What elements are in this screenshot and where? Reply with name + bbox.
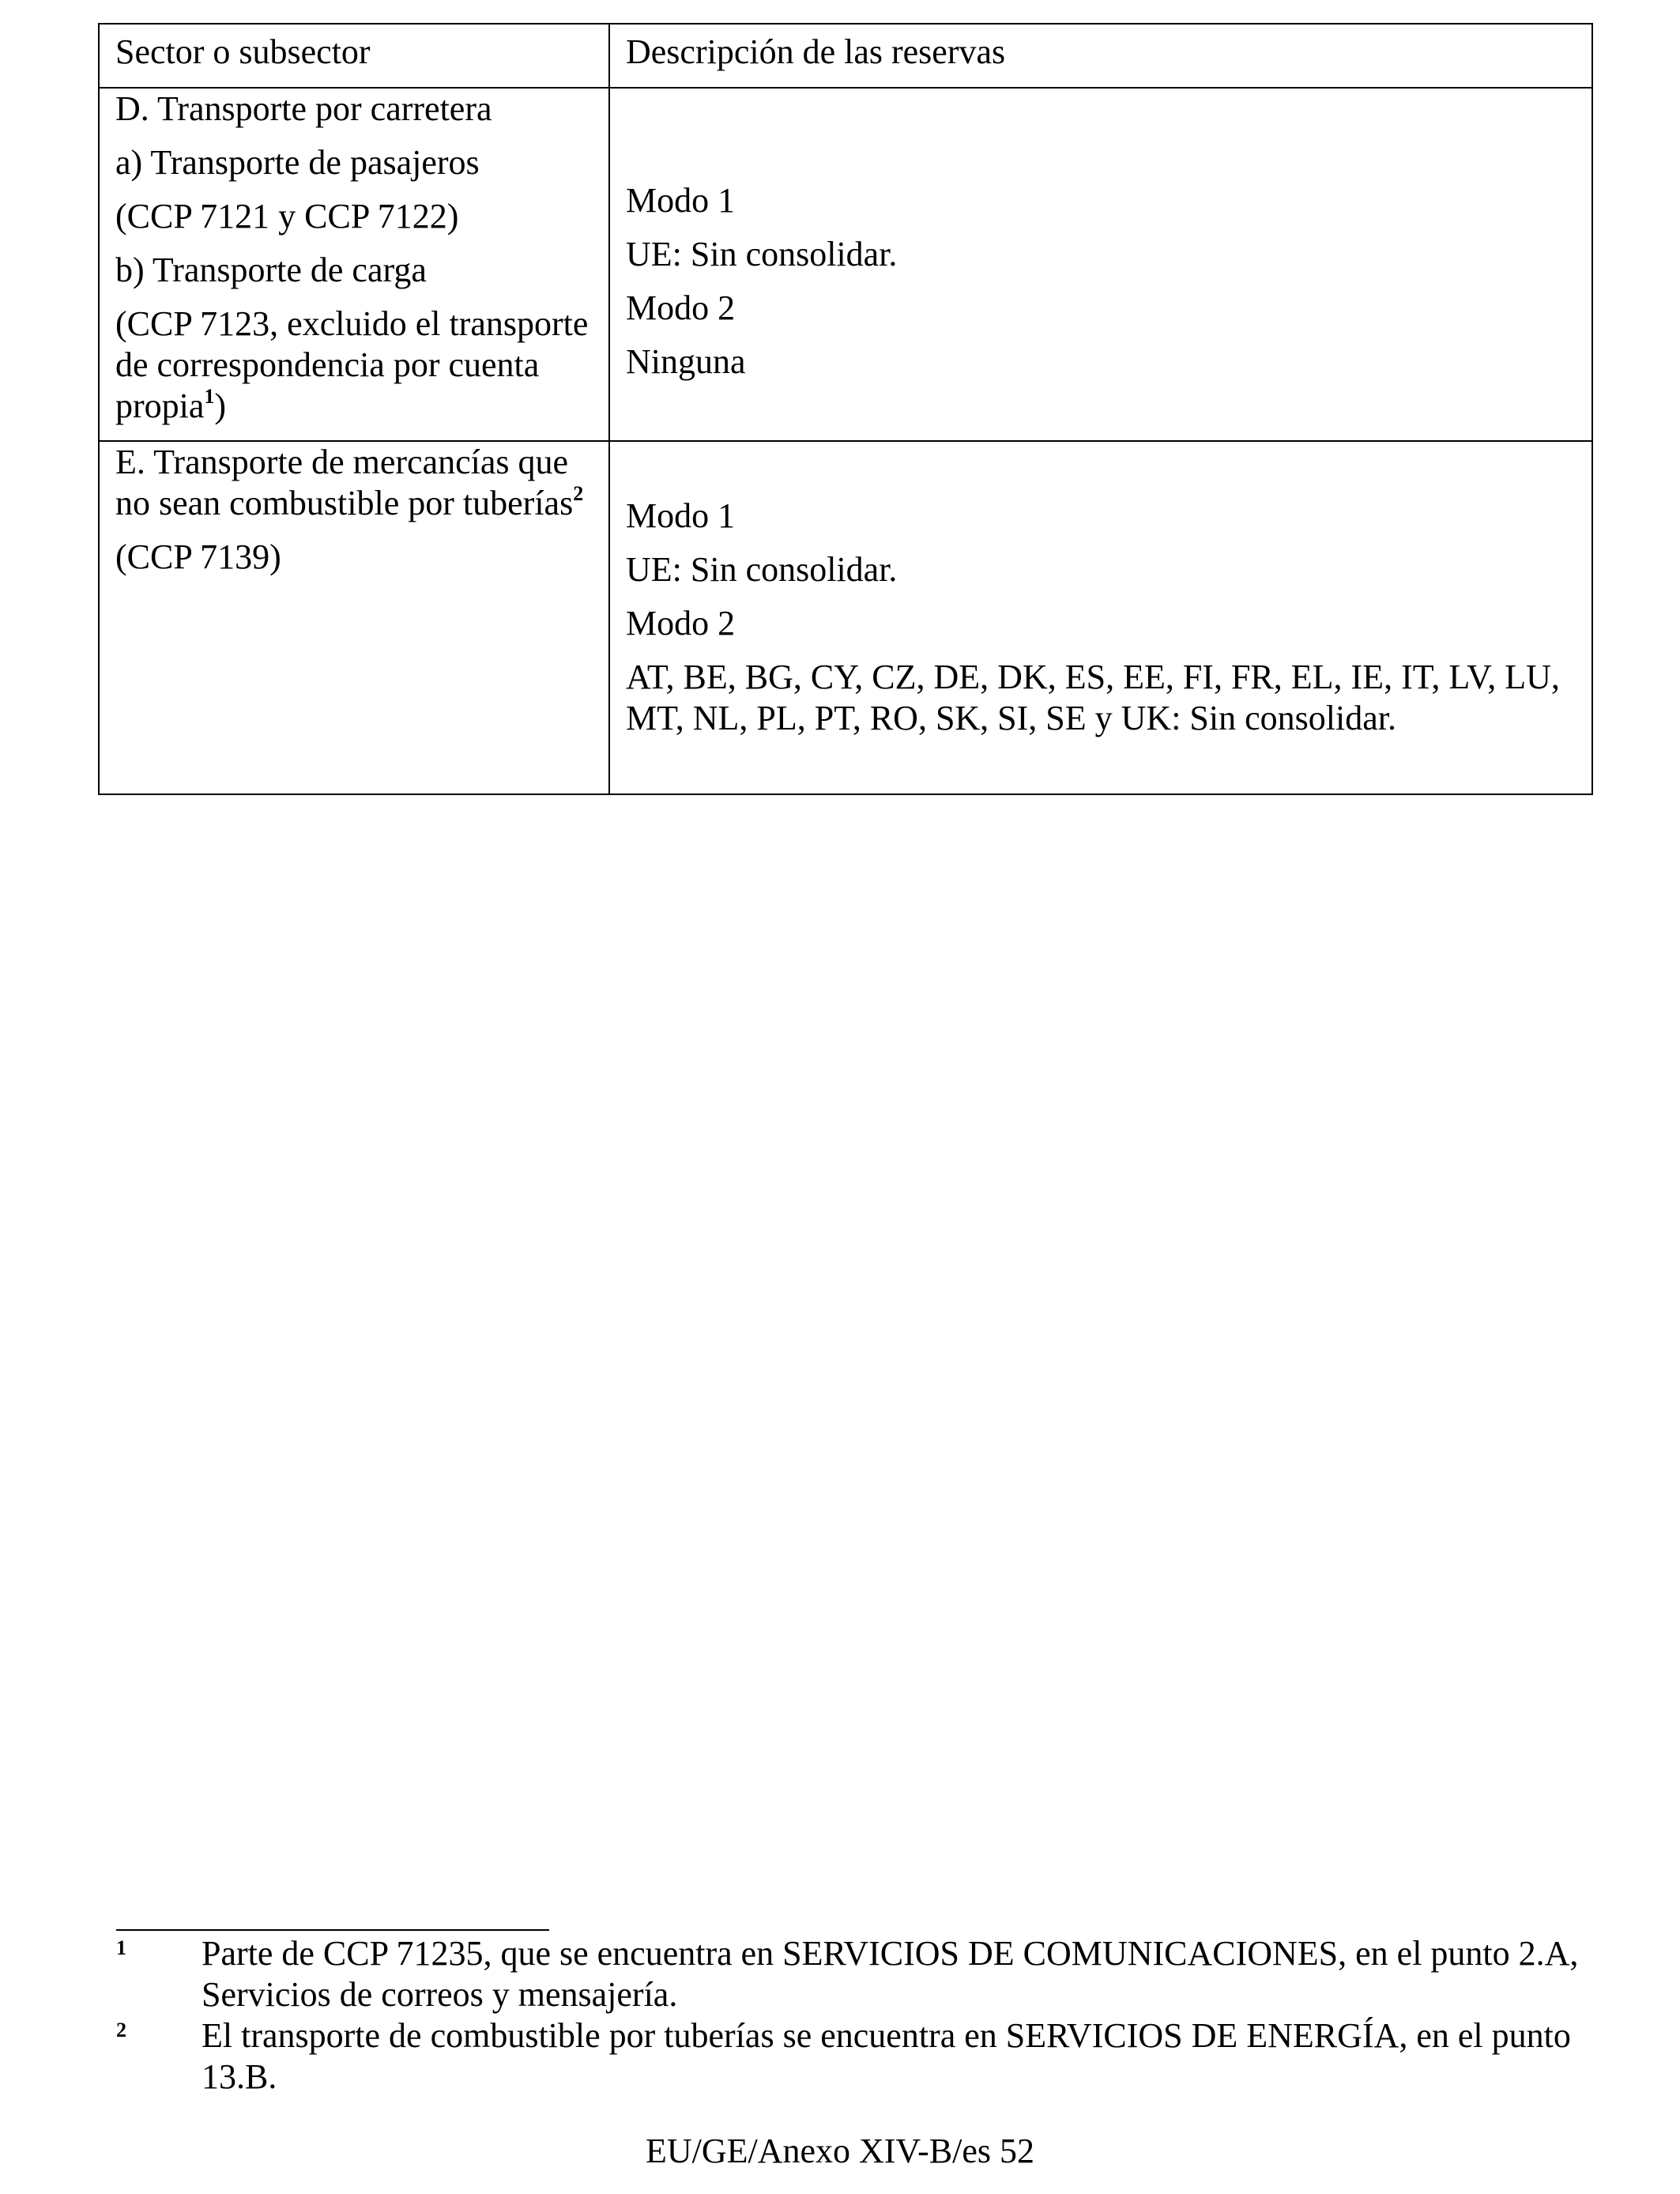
page-footer: EU/GE/Anexo XIV-B/es 52	[645, 2132, 1035, 2170]
sector-e-ccp: (CCP 7139)	[115, 537, 281, 576]
mode-1-value: UE: Sin consolidar.	[626, 235, 898, 273]
sector-d-sub-a: a) Transporte de pasajeros	[115, 143, 480, 182]
footnote-text: Parte de CCP 71235, que se encuentra en SERVICIOS DE COMUNICACIONES, en el punto 2.A, Servicios de correos y mensajería.	[202, 1934, 1579, 2014]
mode-1-value: UE: Sin consolidar.	[626, 550, 898, 589]
sector-d-title: D. Transporte por carretera	[115, 89, 492, 128]
reservations-table	[98, 23, 1593, 795]
description-cell-e	[609, 441, 1592, 794]
footnote-divider	[116, 1929, 549, 1931]
footnote-number: 1	[116, 1936, 126, 1959]
footnote-ref-1: 1	[204, 385, 215, 408]
mode-2-value: AT, BE, BG, CY, CZ, DE, DK, ES, EE, FI, FR, EL, IE, IT, LV, LU, MT, NL, PL, PT, RO, SK, SI, SE y UK: Sin consolidar.	[626, 658, 1560, 737]
sector-d-sub-b-ccp: (CCP 7123, excluido el transporte de correspondencia por cuenta propia$^1$)	[115, 304, 589, 425]
sector-e-title: E. Transporte de mercancías que no sean combustible por tuberías$^2$	[115, 443, 584, 522]
footnote-number: 2	[116, 2019, 126, 2041]
header-sector: Sector o subsector	[99, 24, 609, 88]
table-header-row	[99, 24, 1592, 88]
sector-cell-e	[99, 441, 609, 794]
sector-d-sub-b: b) Transporte de carga	[115, 251, 427, 289]
table-row	[99, 441, 1592, 794]
sector-cell-d	[99, 88, 609, 441]
mode-1-label: Modo 1	[626, 496, 736, 535]
header-description: Descripción de las reservas	[609, 24, 1592, 88]
mode-2-label: Modo 2	[626, 604, 736, 643]
sector-d-sub-a-ccp: (CCP 7121 y CCP 7122)	[115, 197, 459, 236]
mode-2-label: Modo 2	[626, 288, 736, 327]
description-cell-d	[609, 88, 1592, 441]
footnote-text: El transporte de combustible por tuberías se encuentra en SERVICIOS DE ENERGÍA, en el punto 13.B.	[202, 2016, 1571, 2096]
footnote-ref-2: 2	[573, 482, 584, 505]
table-row	[99, 88, 1592, 441]
mode-1-label: Modo 1	[626, 181, 736, 220]
mode-2-value: Ninguna	[626, 342, 746, 381]
